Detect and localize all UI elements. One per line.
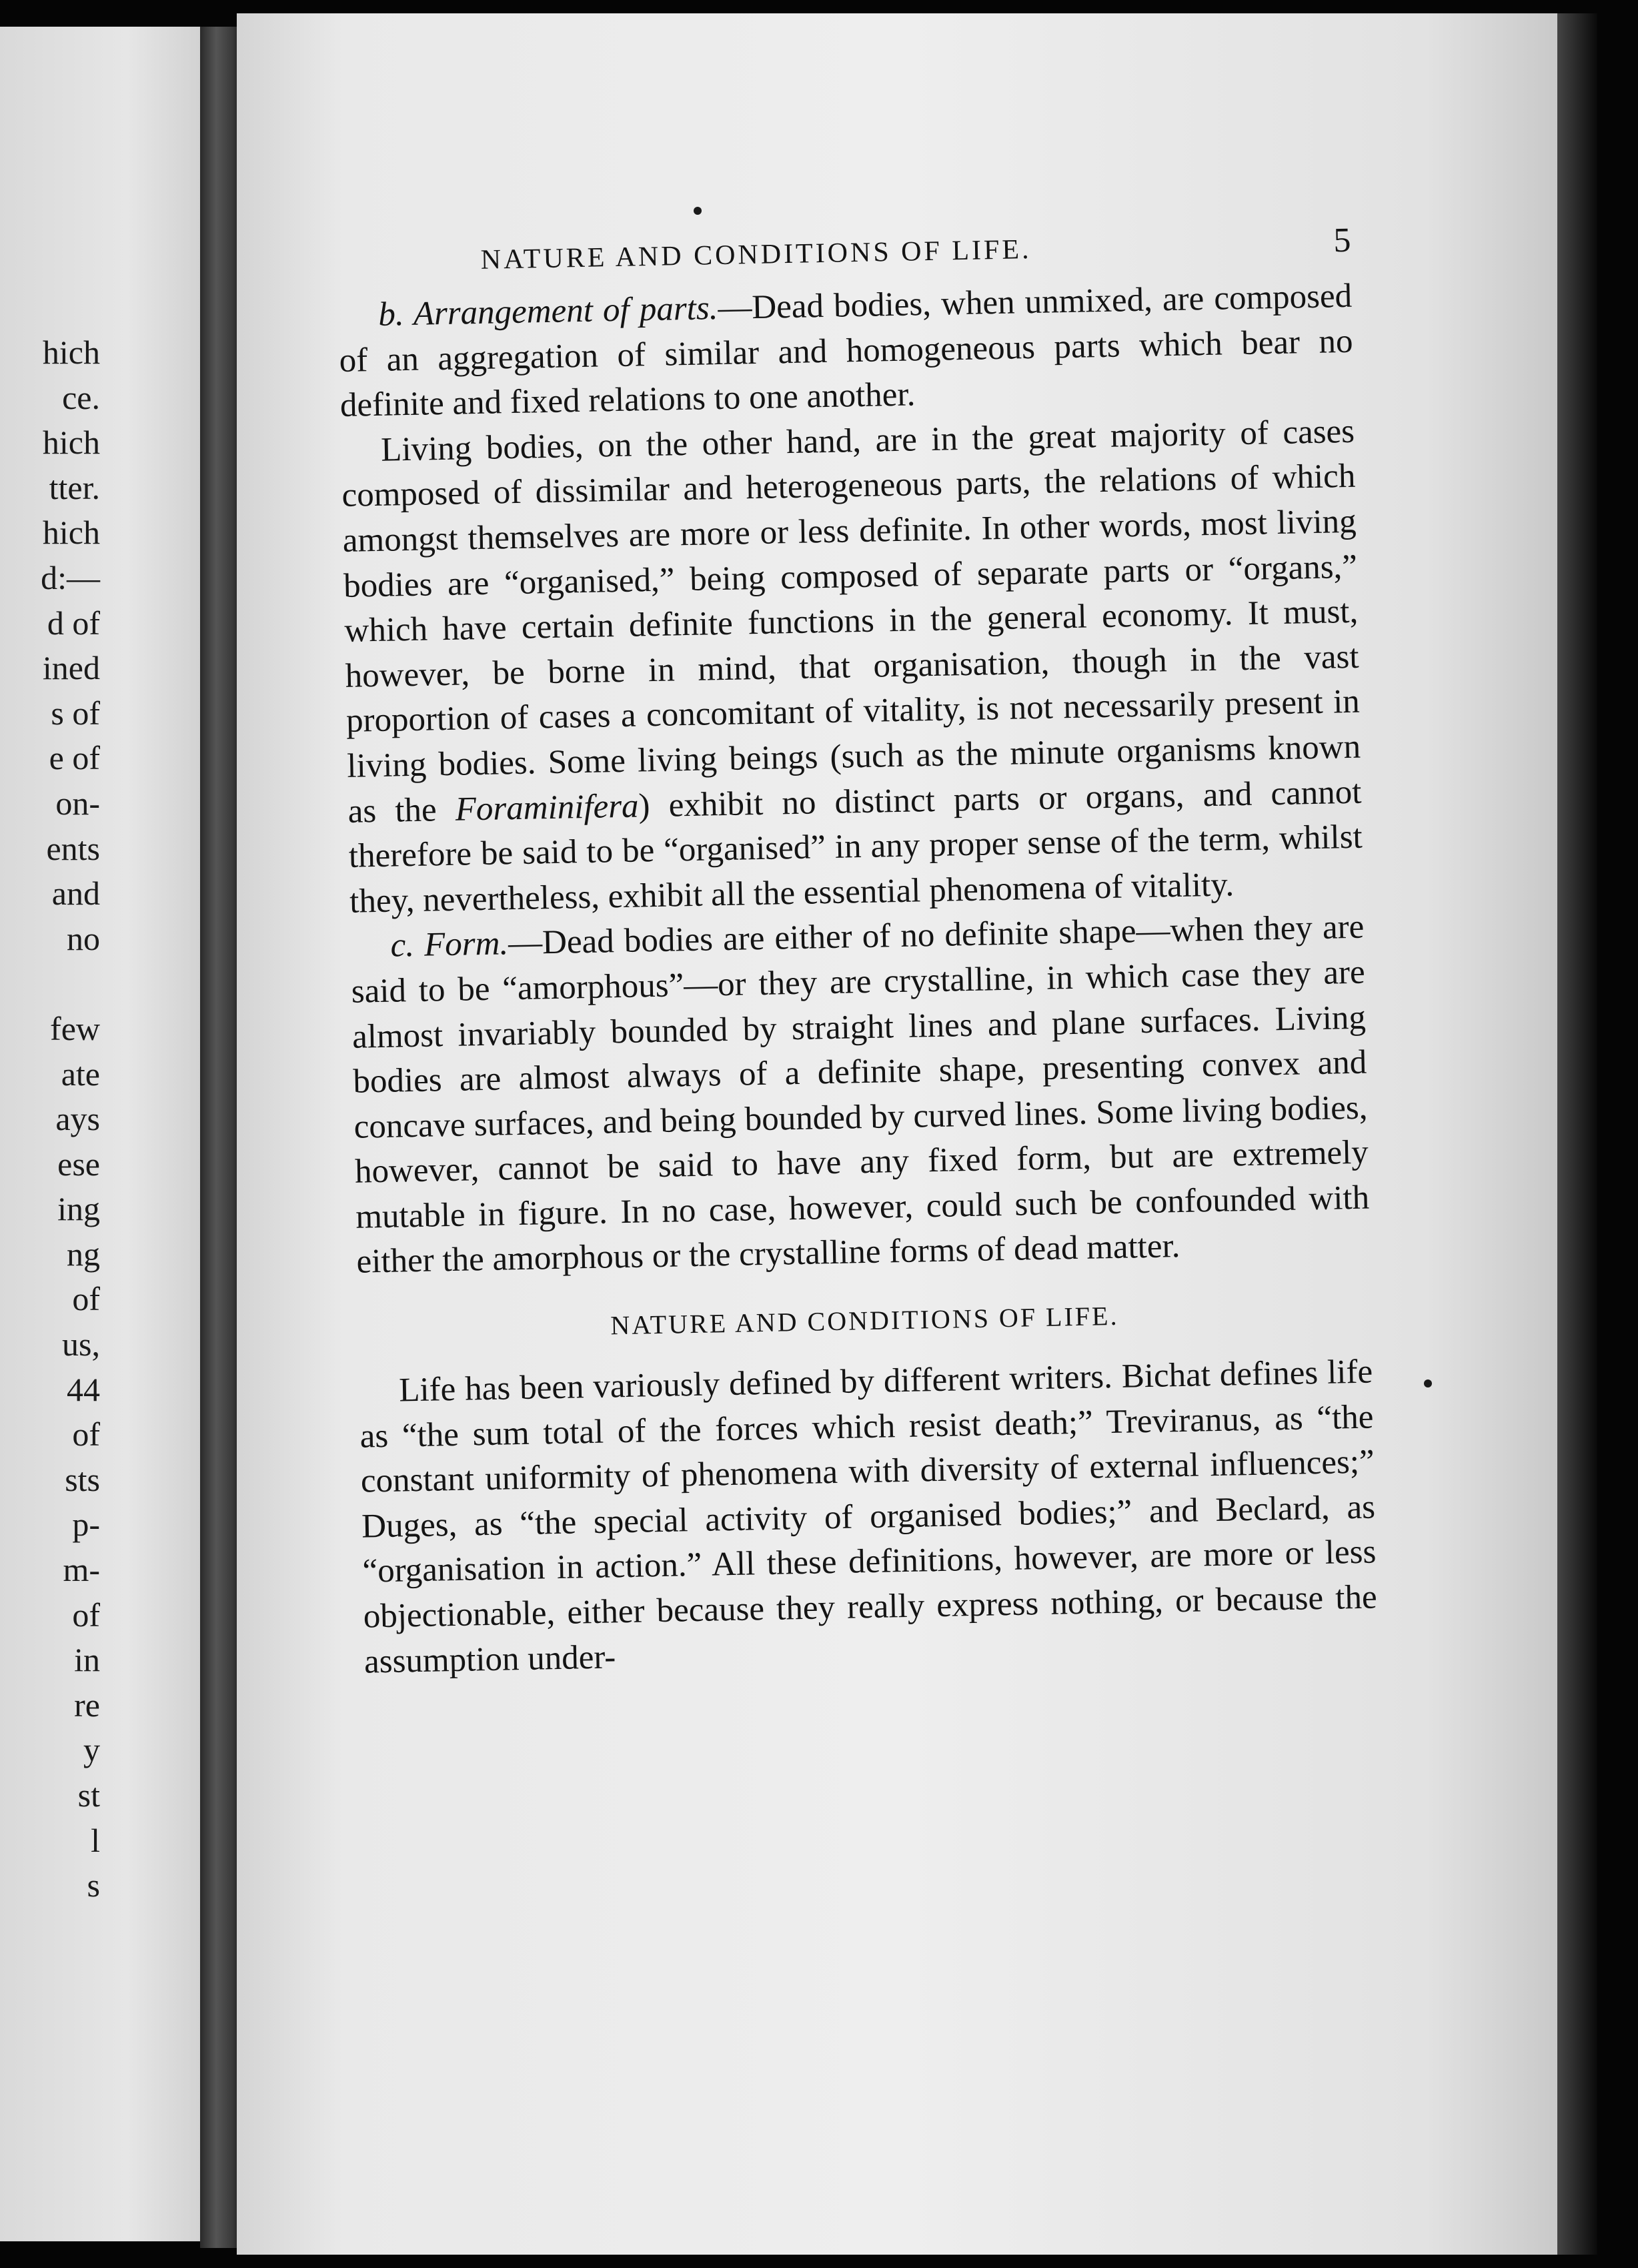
paragraph-label: b. Arrangement of parts. [377,290,718,334]
print-speck [694,207,702,215]
paragraph-label: c. Form. [389,925,509,965]
left-page-line-fragment: of [72,1596,100,1634]
left-page-line-fragment: y [83,1731,100,1769]
paragraph-arrangement-of-parts [338,274,1355,429]
book-gutter [200,27,240,2248]
left-page-line-fragment: tter. [49,468,100,506]
left-page-line-fragment: no [67,919,100,957]
left-page-line-fragment: and [51,875,100,913]
left-page-line-fragment: few [50,1009,100,1047]
left-page-line-fragment: hich [42,334,100,371]
left-page-line-fragment: ese [57,1145,100,1183]
page-edge [1557,13,1597,2255]
left-page-line-fragment: ate [61,1055,100,1093]
left-page-line-fragment: hich [42,424,100,462]
left-page-line-fragment: ng [67,1235,100,1273]
paragraph-life-definitions: Life has been variously defined by different writers. Bichat defines life as “the sum total of the forces which resist death;” Treviranus, as “the constant uniformity of phenomena with diversity of external influences;” Duges, as “the special activity of organised bodies;” and Beclard, as “organisation in action.” All these definitions, however, are more or less objectionable, either because they really express nothing, or because the assumption under- [359,1353,1378,1681]
left-page-line-fragment: st [77,1776,100,1814]
print-speck [1424,1379,1432,1387]
paragraph-text: —Dead bodies, when unmixed, are composed of an aggregation of similar and homogeneous parts which bear no definite and fixed relations to one another. [339,277,1353,425]
left-page-line-fragment: p- [72,1506,100,1544]
paragraph-text: Living bodies, on the other hand, are in the great majority of cases composed of dissimilar and heterogeneous parts, the relations of which amongst themselves are more or less definite. In other words, most living bodies are “organised,” being composed of separate parts or “organs,” which have certain definite functions in the general economy. It must, however, be borne in mind, that organisation, though in the vast proportion of cases a concomitant of vitality, is not necessarily present in living bodies. Some living beings (such as the minute organisms known as the [341,412,1361,830]
left-page-line-fragment: sts [65,1460,100,1498]
running-title: NATURE AND CONDITIONS OF LIFE. [480,234,1032,275]
italic-term: Foraminifera [455,787,640,828]
page-number: 5 [1333,221,1352,260]
left-page-line-fragment: of [72,1280,100,1318]
paragraph-text: ) exhibit no distinct parts or organs, and cannot therefore be said to be “organised” in any proper sense of the term, whilst they, nevertheless, exhibit all the essential phenomena of vitality. [348,773,1363,921]
paragraph-living-bodies [341,410,1364,925]
left-page-line-fragment: s of [51,694,100,732]
section-heading: NATURE AND CONDITIONS OF LIFE. [610,1300,1119,1341]
page-text-block [337,214,1378,1685]
left-page-line-fragment: in [74,1641,100,1679]
left-page-line-fragment: d:— [41,558,100,596]
paragraph-text: —Dead bodies are either of no definite shape—when they are said to be “amorphous”—or they are crystalline, in which case they are almost invariably bounded by straight lines and plane surfaces. Living bodies are almost always of a definite shape, presenting convex and concave surfaces, and being bounded by curved lines. Some living bodies, however, cannot be said to have any fixed form, but are extremely mutable in figure. In no case, however, could such be confounded with either the amorphous or the crystalline forms of dead matter. [351,908,1370,1281]
paragraph-form [350,905,1371,1285]
left-page-line-fragment: m- [63,1551,100,1589]
left-page-line-fragment: on- [55,784,100,822]
left-page-line-fragment: ays [55,1100,100,1138]
left-page [0,27,212,2241]
left-page-line-fragment: ce. [62,378,100,416]
left-page-line-fragment: ing [57,1190,100,1228]
left-page-line-fragment: ined [42,649,100,687]
left-page-line-fragment: of [72,1415,100,1454]
left-page-line-fragment: l [91,1821,100,1859]
left-page-line-fragment: e of [49,739,100,777]
left-page-line-fragment: hich [42,514,100,552]
left-page-line-fragment [0,961,212,1007]
left-page-line-fragment: 44 [67,1370,100,1408]
left-page-line-fragment: re [74,1686,100,1724]
left-page-line-fragment: d of [47,604,100,642]
left-page-line-fragment: us, [62,1325,100,1363]
left-page-line-fragment: ents [46,829,100,867]
left-page-text-fragments [0,330,212,1908]
left-page-line-fragment: s [87,1866,100,1904]
